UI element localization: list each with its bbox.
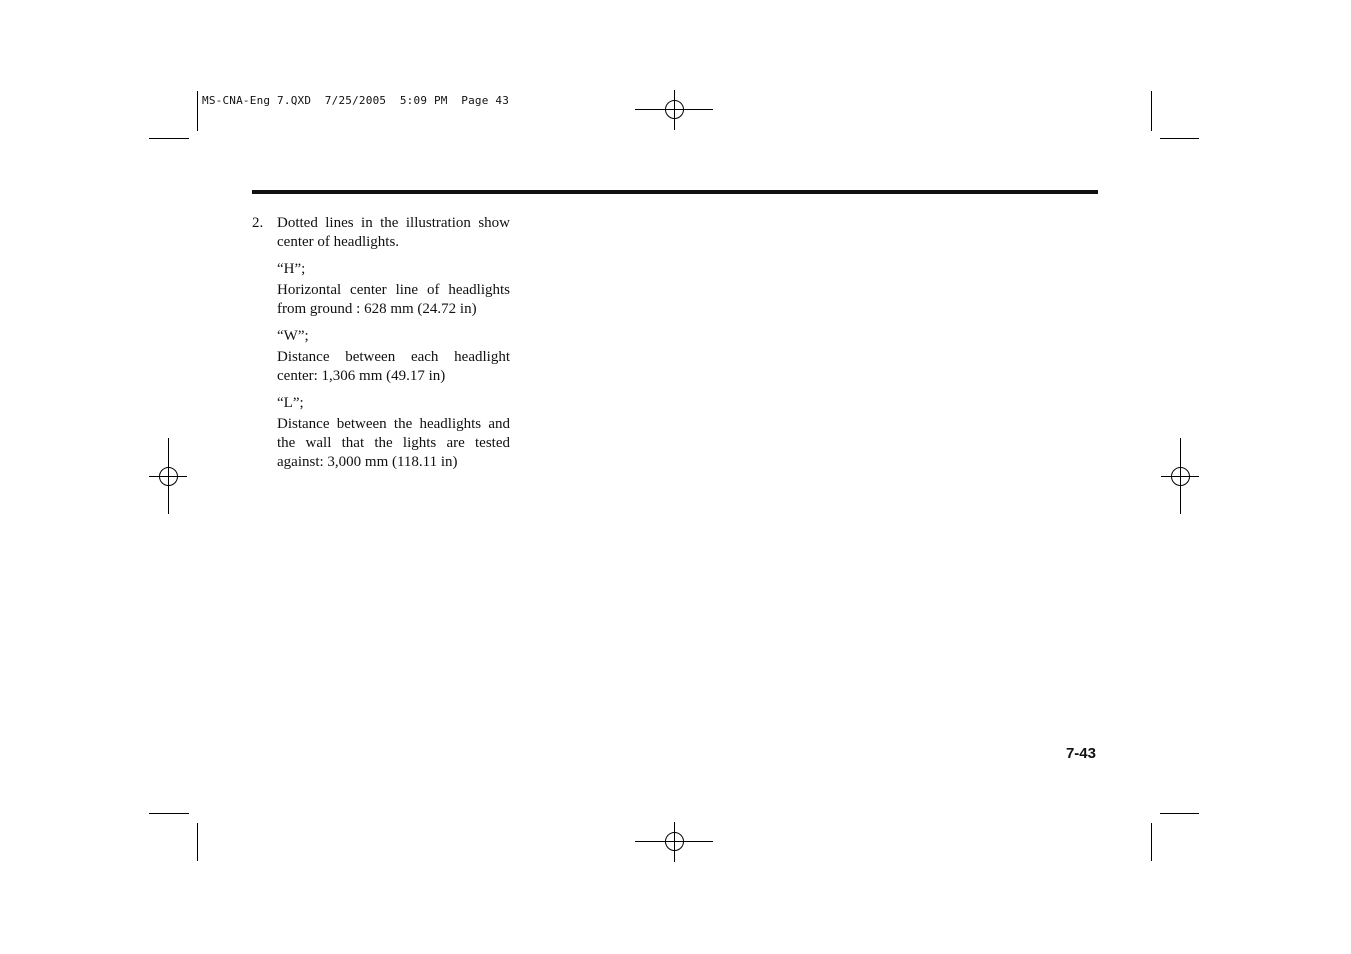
l-description: Distance between the headlights and the wall that the lights are tested against: 3,000 mm (118.11 in) (277, 416, 510, 470)
item-number: 2. (252, 215, 264, 231)
l-label: “L”; (277, 395, 304, 411)
page-number: 7-43 (1065, 745, 1096, 762)
h-label: “H”; (277, 261, 306, 277)
w-description: Distance between each headlight center: 1,306 mm (49.17 in) (277, 349, 510, 384)
header-rule (252, 190, 1098, 194)
instruction-item (252, 214, 510, 472)
h-description: Horizontal center line of headlights from ground : 628 mm (24.72 in) (277, 282, 510, 317)
item-intro: Dotted lines in the illustration show center of headlights. (277, 215, 510, 250)
w-label: “W”; (277, 328, 309, 344)
print-slug: MS-CNA-Eng 7.QXD 7/25/2005 5:09 PM Page 43 (202, 94, 510, 107)
